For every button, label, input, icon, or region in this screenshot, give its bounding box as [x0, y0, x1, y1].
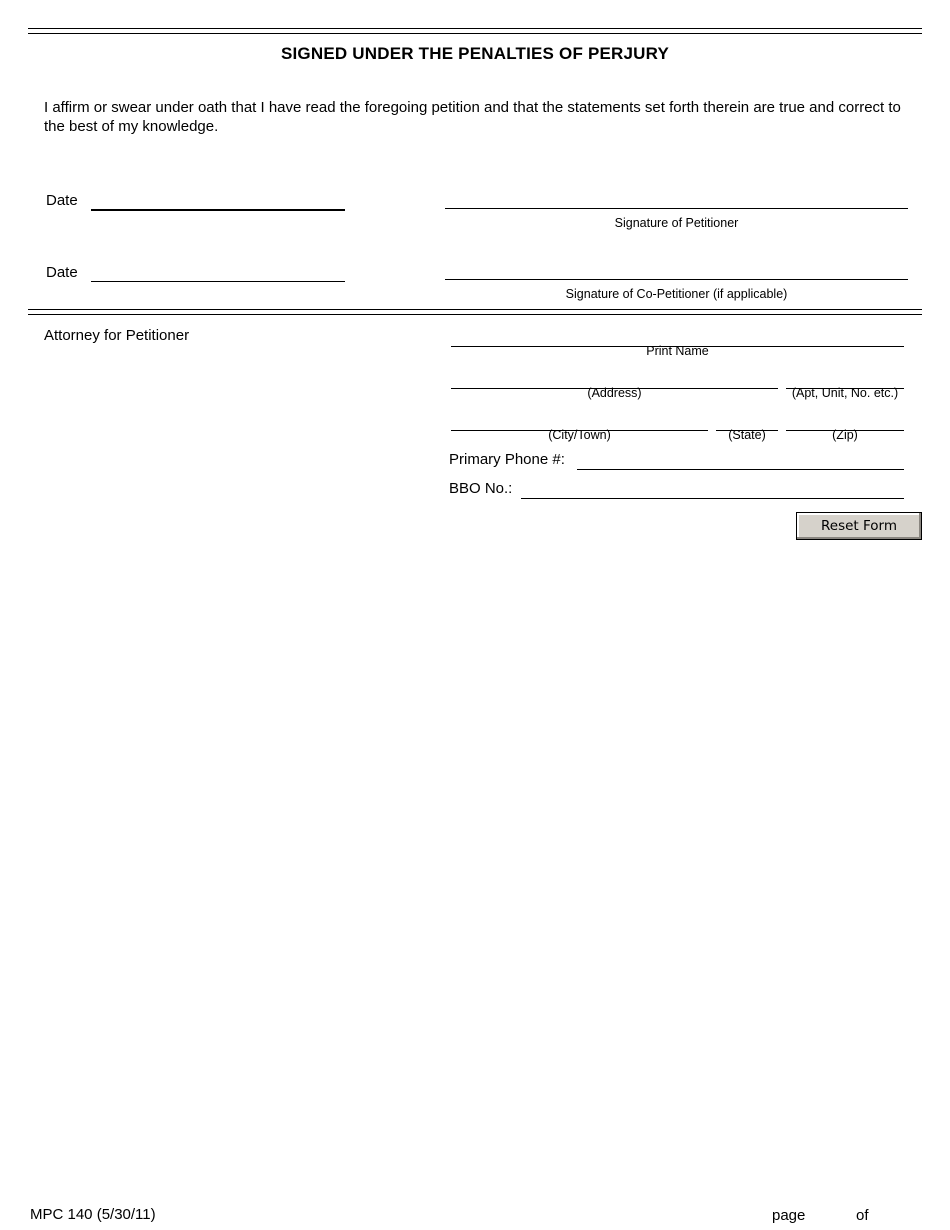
page-total-field[interactable] — [873, 1207, 917, 1225]
affirmation-text: I affirm or swear under oath that I have read the foregoing petition and that the statements set forth therein are true and correct to the best of my knowledge. — [44, 99, 901, 135]
petitioner-signature-field[interactable] — [445, 191, 908, 209]
zip-caption: (Zip) — [832, 428, 858, 442]
bbo-label: BBO No.: — [449, 480, 513, 497]
petitioner-signature-caption: Signature of Petitioner — [614, 216, 739, 230]
date-label-1: Date — [46, 192, 78, 209]
print-name-caption: Print Name — [646, 344, 709, 358]
page-title: SIGNED UNDER THE PENALTIES OF PERJURY — [280, 44, 670, 63]
bbo-field[interactable] — [521, 481, 904, 499]
form-id: MPC 140 (5/30/11) — [30, 1206, 156, 1223]
address-caption: (Address) — [587, 386, 642, 400]
city-caption: (City/Town) — [548, 428, 611, 442]
apt-caption: (Apt, Unit, No. etc.) — [791, 386, 899, 400]
co-petitioner-signature-caption: Signature of Co-Petitioner (if applicable) — [565, 287, 788, 301]
attorney-heading: Attorney for Petitioner — [44, 327, 190, 344]
reset-form-button[interactable]: Reset Form — [796, 512, 922, 540]
primary-phone-field[interactable] — [577, 452, 904, 470]
page-label: page — [772, 1207, 806, 1224]
middle-rule-2 — [28, 314, 922, 315]
co-petitioner-signature-field[interactable] — [445, 262, 908, 280]
primary-phone-label: Primary Phone #: — [449, 451, 565, 468]
date-label-2: Date — [46, 264, 78, 281]
top-rule-1 — [28, 28, 922, 29]
top-rule-2 — [28, 33, 922, 34]
date-field-2[interactable] — [91, 264, 345, 282]
middle-rule-1 — [28, 309, 922, 310]
of-label: of — [856, 1207, 869, 1224]
date-field-1[interactable] — [91, 193, 345, 211]
page-number-field[interactable] — [809, 1207, 853, 1225]
state-caption: (State) — [728, 428, 766, 442]
